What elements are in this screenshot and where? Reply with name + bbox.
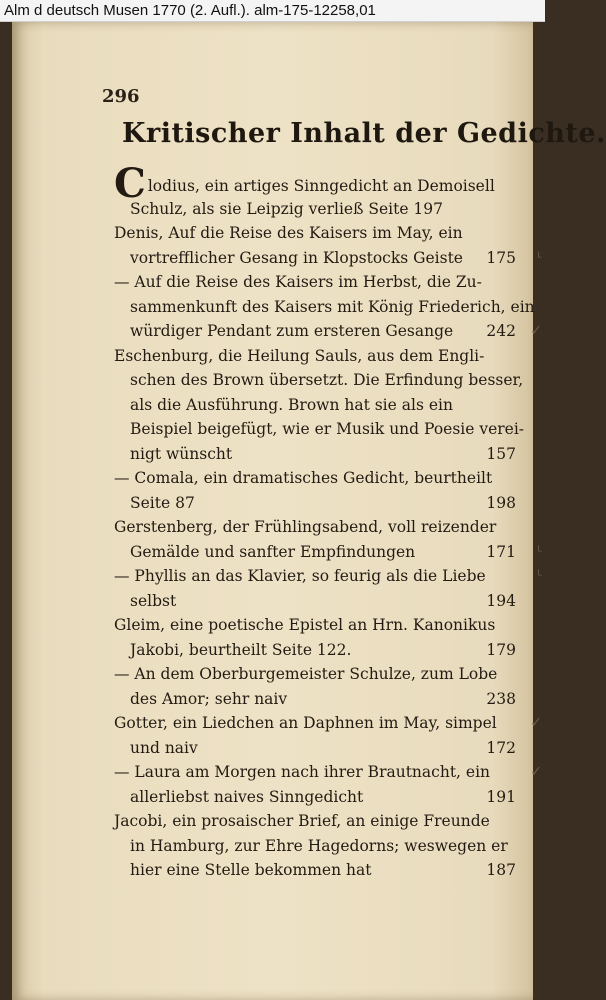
entry-line xyxy=(114,442,534,467)
page-reference: 194 xyxy=(486,591,516,610)
entry-text: allerliebst naives Sinngedicht xyxy=(130,787,364,806)
page-reference: 238 xyxy=(486,689,516,708)
entry-line xyxy=(114,368,534,393)
entry-line xyxy=(114,197,534,222)
entry-line xyxy=(114,295,534,320)
entry-line xyxy=(114,736,534,761)
page-reference: 172 xyxy=(486,738,516,757)
margin-check-icon: ᴸ xyxy=(537,249,542,266)
entry-text: als die Ausführung. Brown hat sie als ein xyxy=(130,395,453,414)
entry-text: sammenkunft des Kaisers mit König Friederich, ein xyxy=(130,297,535,316)
book-page xyxy=(12,22,606,1000)
margin-check-icon: ᴸ xyxy=(537,568,542,584)
entry-text: Gotter, ein Liedchen an Daphnen im May, simpel xyxy=(114,714,497,732)
entry-text: selbst xyxy=(130,591,177,610)
entry-line xyxy=(114,221,534,246)
entry-text: Gemälde und sanfter Empfindungen xyxy=(130,542,416,561)
entry-text: Jacobi, ein prosaischer Brief, an einige Freunde xyxy=(114,812,490,830)
entry-line xyxy=(114,834,534,859)
page-reference: 179 xyxy=(486,640,516,659)
entry-line xyxy=(114,319,542,344)
page-number: 296 xyxy=(102,86,140,107)
page-reference: 171 xyxy=(486,542,516,561)
entry-line xyxy=(114,246,542,271)
entry-line xyxy=(114,466,534,491)
entry-line xyxy=(114,638,534,663)
entry-text: vortrefflicher Gesang in Klopstocks Geiste xyxy=(130,248,463,267)
entry-text: des Amor; sehr naiv xyxy=(130,689,288,708)
margin-check-icon: ✓ xyxy=(530,715,542,731)
page-reference: 198 xyxy=(486,493,516,512)
entry-text: Seite 87 xyxy=(130,493,195,512)
entry-line xyxy=(114,491,534,516)
entry-text: Denis, Auf die Reise des Kaisers im May, ein xyxy=(114,224,463,242)
entry-text: — Auf die Reise des Kaisers im Herbst, die Zu- xyxy=(114,273,482,291)
entry-line xyxy=(114,785,534,810)
entry-line xyxy=(114,589,534,614)
entry-text: hier eine Stelle bekommen hat xyxy=(130,861,372,879)
drop-cap: C xyxy=(114,160,146,207)
entry-line xyxy=(114,270,534,295)
entry-text: Schulz, als sie Leipzig verließ Seite 197 xyxy=(130,199,444,218)
margin-check-icon: ᴸ xyxy=(537,543,542,560)
entry-text: Beispiel beigefügt, wie er Musik und Poesie verei- xyxy=(130,420,525,438)
margin-check-icon: ✓ xyxy=(530,323,542,339)
entry-text: Jakobi, beurtheilt Seite 122. xyxy=(130,640,352,659)
page-reference: 175 xyxy=(486,248,516,267)
entry-line xyxy=(114,160,534,207)
page-reference: 157 xyxy=(486,444,516,463)
image-caption: Alm d deutsch Musen 1770 (2. Aufl.). alm-175-12258,01 xyxy=(0,0,545,22)
page-reference: 191 xyxy=(486,787,516,806)
entry-line xyxy=(114,662,534,687)
entry-text: — An dem Oberburgemeister Schulze, zum Lobe xyxy=(114,665,498,683)
entry-text: Gleim, eine poetische Epistel an Hrn. Kanonikus xyxy=(114,616,496,634)
entry-line xyxy=(114,417,534,442)
entry-line xyxy=(114,760,542,785)
entry-line xyxy=(114,687,534,712)
index-entries xyxy=(114,160,542,883)
entry-line xyxy=(114,393,534,418)
entry-text: — Laura am Morgen nach ihrer Brautnacht, ein xyxy=(114,763,491,781)
entry-text: nigt wünscht xyxy=(130,444,233,463)
entry-line xyxy=(114,809,534,834)
entry-text: — Comala, ein dramatisches Gedicht, beurtheilt xyxy=(114,469,493,487)
entry-text: schen des Brown übersetzt. Die Erfindung besser, xyxy=(130,371,524,389)
entry-text: in Hamburg, zur Ehre Hagedorns; weswegen er xyxy=(130,836,508,855)
entry-text: würdiger Pendant zum ersteren Gesange xyxy=(130,322,454,340)
margin-check-icon: ✓ xyxy=(530,764,542,780)
page-title: Kritischer Inhalt der Gedichte. xyxy=(122,118,606,149)
page-reference: 187 xyxy=(486,861,516,879)
entry-line xyxy=(114,540,542,565)
entry-line xyxy=(114,344,534,369)
entry-text: Eschenburg, die Heilung Sauls, aus dem Engli- xyxy=(114,346,485,365)
entry-line xyxy=(114,711,542,736)
entry-text: Gerstenberg, der Frühlingsabend, voll reizender xyxy=(114,518,497,536)
entry-text: lodius, ein artiges Sinngedicht an Demoisell xyxy=(147,177,495,195)
entry-text: und naiv xyxy=(130,738,198,757)
entry-line xyxy=(114,613,534,638)
entry-line xyxy=(114,515,534,540)
entry-text: — Phyllis an das Klavier, so feurig als die Liebe xyxy=(114,567,486,585)
page-reference: 242 xyxy=(486,322,516,340)
entry-line xyxy=(114,858,534,883)
entry-line xyxy=(114,564,542,589)
